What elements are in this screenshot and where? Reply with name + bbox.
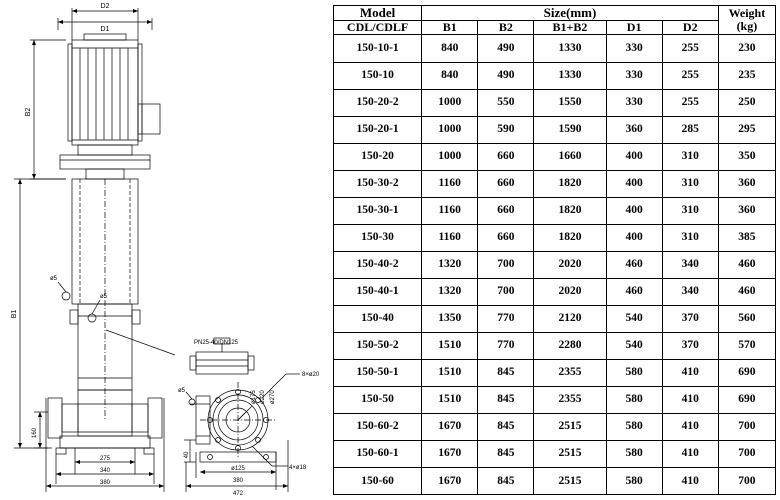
label-phi-2: ø5 (100, 294, 108, 300)
cell-sum: 1330 (534, 62, 606, 89)
header-model: Model (334, 6, 422, 21)
cell-model: 150-60 (334, 467, 422, 494)
table-row (334, 62, 776, 89)
cell-sum: 1820 (534, 197, 606, 224)
label-160: 160 (32, 427, 38, 439)
table-row (334, 386, 776, 413)
cell-d1: 580 (606, 467, 662, 494)
cell-b1: 1670 (422, 413, 478, 440)
cell-b2: 700 (478, 251, 534, 278)
cell-d2: 370 (662, 305, 718, 332)
table-row (334, 332, 776, 359)
label-380: 380 (99, 480, 111, 486)
label-dia-270: ø270 (270, 390, 276, 404)
cell-d1: 330 (606, 89, 662, 116)
table-row (334, 278, 776, 305)
cell-sum: 2355 (534, 359, 606, 386)
label-275: 275 (99, 456, 111, 462)
cell-d2: 410 (662, 440, 718, 467)
cell-b2: 660 (478, 197, 534, 224)
table-row (334, 251, 776, 278)
cell-sum: 1820 (534, 224, 606, 251)
cell-weight: 360 (718, 197, 775, 224)
cell-d1: 330 (606, 35, 662, 62)
header-b1b2: B1+B2 (534, 21, 606, 35)
cell-b2: 550 (478, 89, 534, 116)
cell-model: 150-60-2 (334, 413, 422, 440)
header-size: Size(mm) (422, 6, 719, 21)
cell-b1: 1000 (422, 89, 478, 116)
cell-sum: 1820 (534, 170, 606, 197)
header-d1: D1 (606, 21, 662, 35)
specification-table (333, 5, 776, 495)
cell-d1: 580 (606, 359, 662, 386)
cell-sum: 2280 (534, 332, 606, 359)
cell-sum: 2020 (534, 251, 606, 278)
label-phi-3: ø5 (178, 388, 186, 394)
cell-weight: 700 (718, 413, 775, 440)
cell-b1: 1670 (422, 467, 478, 494)
label-flange-note: PN25-40/DN125 (193, 340, 239, 346)
cell-b2: 845 (478, 413, 534, 440)
table-row (334, 305, 776, 332)
cell-sum: 2120 (534, 305, 606, 332)
cell-b2: 770 (478, 332, 534, 359)
table-row (334, 413, 776, 440)
cell-b2: 490 (478, 35, 534, 62)
cell-weight: 460 (718, 251, 775, 278)
cell-model: 150-50-2 (334, 332, 422, 359)
cell-b1: 1160 (422, 224, 478, 251)
cell-model: 150-60-1 (334, 440, 422, 467)
cell-weight: 235 (718, 62, 775, 89)
cell-d2: 255 (662, 35, 718, 62)
cell-d2: 410 (662, 386, 718, 413)
header-b1: B1 (422, 21, 478, 35)
cell-d1: 400 (606, 143, 662, 170)
cell-d1: 460 (606, 278, 662, 305)
cell-weight: 560 (718, 305, 775, 332)
header-d2: D2 (662, 21, 718, 35)
cell-b2: 845 (478, 440, 534, 467)
label-d2: D2 (100, 3, 110, 10)
cell-b2: 845 (478, 359, 534, 386)
header-weight-line2: (kg) (736, 19, 758, 34)
cell-d2: 310 (662, 170, 718, 197)
cell-d1: 580 (606, 413, 662, 440)
cell-sum: 1590 (534, 116, 606, 143)
cell-d2: 340 (662, 251, 718, 278)
cell-sum: 1660 (534, 143, 606, 170)
cell-d2: 310 (662, 224, 718, 251)
label-d1: D1 (100, 26, 110, 33)
cell-model: 150-40 (334, 305, 422, 332)
cell-d2: 310 (662, 143, 718, 170)
table-row (334, 35, 776, 62)
cell-model: 150-40-2 (334, 251, 422, 278)
cell-model: 150-30 (334, 224, 422, 251)
cell-weight: 350 (718, 143, 775, 170)
table-row (334, 440, 776, 467)
cell-sum: 1330 (534, 35, 606, 62)
cell-d1: 540 (606, 305, 662, 332)
cell-b1: 1350 (422, 305, 478, 332)
label-dia-220: ø220 (260, 390, 266, 404)
cell-model: 150-40-1 (334, 278, 422, 305)
cell-model: 150-20-1 (334, 116, 422, 143)
cell-d1: 580 (606, 386, 662, 413)
cell-model: 150-30-2 (334, 170, 422, 197)
cell-b1: 1510 (422, 359, 478, 386)
cell-d1: 330 (606, 62, 662, 89)
cell-sum: 2515 (534, 440, 606, 467)
cell-d2: 410 (662, 359, 718, 386)
cell-b1: 1670 (422, 440, 478, 467)
cell-weight: 570 (718, 332, 775, 359)
cell-b2: 490 (478, 62, 534, 89)
cell-model: 150-50 (334, 386, 422, 413)
cell-model: 150-20-2 (334, 89, 422, 116)
table-row (334, 467, 776, 494)
cell-model: 150-20 (334, 143, 422, 170)
cell-model: 150-50-1 (334, 359, 422, 386)
cell-weight: 385 (718, 224, 775, 251)
cell-weight: 360 (718, 170, 775, 197)
cell-d1: 400 (606, 224, 662, 251)
cell-b1: 1160 (422, 197, 478, 224)
header-weight (718, 6, 775, 35)
cell-d1: 360 (606, 116, 662, 143)
cell-d2: 370 (662, 332, 718, 359)
cell-d2: 410 (662, 467, 718, 494)
cell-b2: 660 (478, 170, 534, 197)
cell-b1: 1320 (422, 278, 478, 305)
cell-d2: 285 (662, 116, 718, 143)
cell-b2: 700 (478, 278, 534, 305)
label-bolt-note2: 4×ø18 (289, 465, 307, 471)
cell-d1: 400 (606, 170, 662, 197)
table-row (334, 224, 776, 251)
cell-b2: 590 (478, 116, 534, 143)
label-380b: 380 (232, 478, 244, 484)
cell-d1: 400 (606, 197, 662, 224)
cell-b1: 1510 (422, 386, 478, 413)
cell-d2: 410 (662, 413, 718, 440)
cell-b2: 770 (478, 305, 534, 332)
cell-sum: 2020 (534, 278, 606, 305)
cell-b2: 845 (478, 386, 534, 413)
header-b2: B2 (478, 21, 534, 35)
table-row (334, 359, 776, 386)
table-row (334, 197, 776, 224)
cell-sum: 1550 (534, 89, 606, 116)
label-phi-1: ø5 (50, 276, 58, 282)
label-40: 40 (184, 451, 190, 459)
header-model-sub: CDL/CDLF (334, 21, 422, 35)
cell-b1: 1160 (422, 170, 478, 197)
table-row (334, 89, 776, 116)
cell-weight: 700 (718, 467, 775, 494)
label-472: 472 (232, 491, 244, 497)
label-b2: B2 (25, 107, 32, 117)
cell-weight: 690 (718, 386, 775, 413)
label-dia-125: ø125 (231, 466, 245, 472)
cell-sum: 2515 (534, 413, 606, 440)
cell-b1: 840 (422, 62, 478, 89)
label-bolt-note: 8×ø20 (302, 372, 320, 378)
cell-b1: 840 (422, 35, 478, 62)
cell-d2: 255 (662, 89, 718, 116)
cell-model: 150-10-1 (334, 35, 422, 62)
label-dia-175: ø175 (251, 390, 257, 404)
cell-d1: 540 (606, 332, 662, 359)
cell-sum: 2355 (534, 386, 606, 413)
header-weight-line1: Weight (728, 6, 766, 21)
cell-sum: 2515 (534, 467, 606, 494)
cell-b1: 1320 (422, 251, 478, 278)
cell-b2: 845 (478, 467, 534, 494)
pump-technical-drawing (0, 0, 330, 500)
label-b1: B1 (11, 309, 18, 319)
cell-weight: 700 (718, 440, 775, 467)
cell-b1: 1510 (422, 332, 478, 359)
cell-b1: 1000 (422, 143, 478, 170)
cell-model: 150-10 (334, 62, 422, 89)
cell-weight: 250 (718, 89, 775, 116)
table-row (334, 143, 776, 170)
table-subheader-row (334, 21, 776, 35)
label-340: 340 (99, 468, 111, 474)
cell-d1: 580 (606, 440, 662, 467)
cell-d2: 255 (662, 62, 718, 89)
cell-weight: 460 (718, 278, 775, 305)
cell-b1: 1000 (422, 116, 478, 143)
table-row (334, 170, 776, 197)
table-row (334, 116, 776, 143)
table-header-row (334, 6, 776, 21)
cell-weight: 690 (718, 359, 775, 386)
cell-d2: 310 (662, 197, 718, 224)
cell-d2: 340 (662, 278, 718, 305)
cell-model: 150-30-1 (334, 197, 422, 224)
cell-d1: 460 (606, 251, 662, 278)
cell-weight: 295 (718, 116, 775, 143)
cell-b2: 660 (478, 143, 534, 170)
cell-b2: 660 (478, 224, 534, 251)
cell-weight: 230 (718, 35, 775, 62)
